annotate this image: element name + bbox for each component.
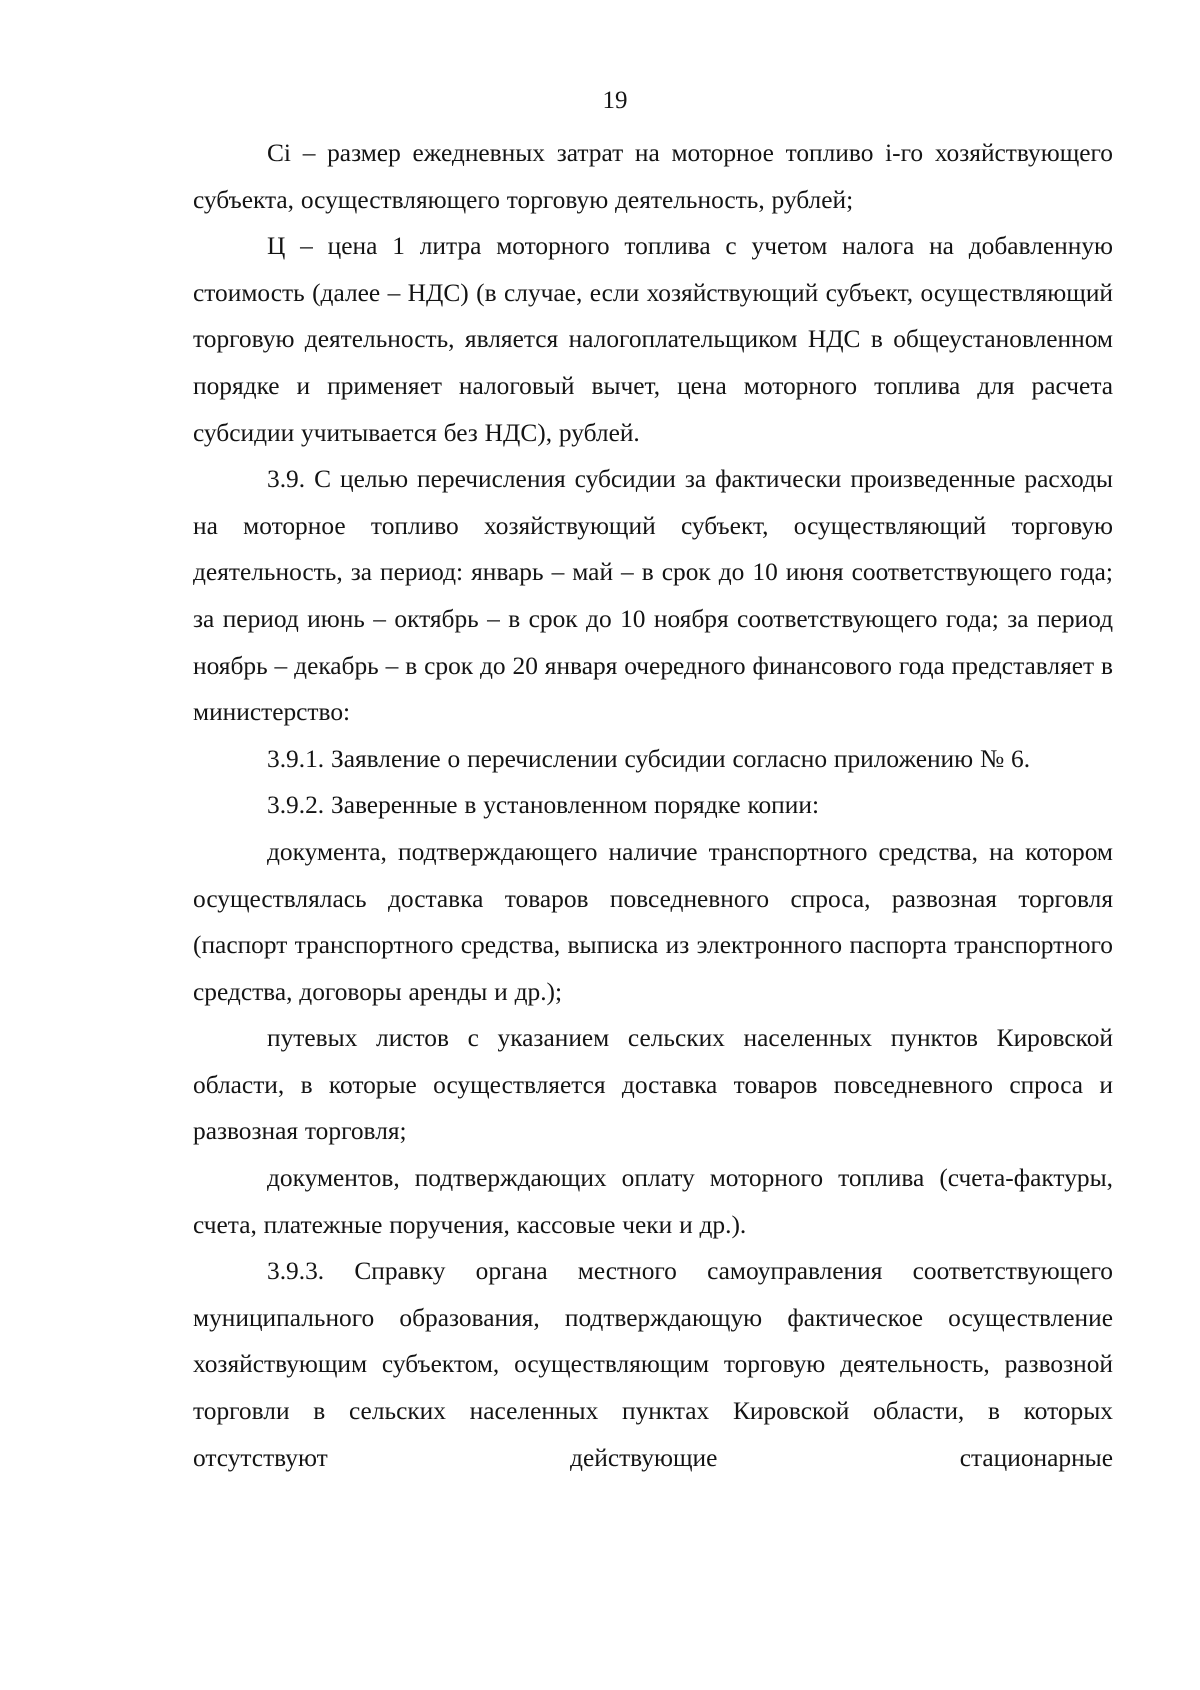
paragraph-vehicle-documents: документа, подтверждающего наличие транспортного средства, на котором осуществлялась доставка товаров повседневного спроса, развозная торговля (паспорт транспортного средства, выписка из электронного паспорта транспортного средства, договоры аренды и др.); xyxy=(193,837,1113,1006)
document-body xyxy=(193,130,1113,1481)
paragraph-fuel-payment: документов, подтверждающих оплату моторного топлива (счета-фактуры, счета, платежные поручения, кассовые чеки и др.). xyxy=(193,1164,1113,1239)
paragraph-3-9-3: 3.9.3. Справку органа местного самоуправления соответствующего муниципального образования, подтверждающую фактическое осуществление хозяйствующим субъектом, осуществляющим торговую деятельность, развозной торговли в сельских населенных пунктах Кировской области, в которых отсутствуют действующие стационарные xyxy=(193,1257,1113,1472)
paragraph-3-9-1: 3.9.1. Заявление о перечислении субсидии согласно приложению № 6. xyxy=(267,744,1031,773)
page-number: 19 xyxy=(602,87,628,114)
paragraph-ci-definition: Ci – размер ежедневных затрат на моторное топливо i-го хозяйствующего субъекта, осуществляющего торговую деятельность, рублей; xyxy=(193,139,1113,214)
paragraph-price-definition: Ц – цена 1 литра моторного топлива с учетом налога на добавленную стоимость (далее – НДС) (в случае, если хозяйствующий субъект, осуществляющий торговую деятельность, является налогоплательщиком НДС в общеустановленном порядке и применяет налоговый вычет, цена моторного топлива для расчета субсидии учитывается без НДС), рублей. xyxy=(193,232,1113,447)
paragraph-waybills: путевых листов с указанием сельских населенных пунктов Кировской области, в которые осуществляется доставка товаров повседневного спроса и развозная торговля; xyxy=(193,1024,1113,1146)
paragraph-3-9: 3.9. С целью перечисления субсидии за фактически произведенные расходы на моторное топливо хозяйствующий субъект, осуществляющий торговую деятельность, за период: январь – май – в срок до 10 июня соответствующего года; за период июнь – октябрь – в срок до 10 ноября соответствующего года; за период ноябрь – декабрь – в срок до 20 января очередного финансового года представляет в министерство: xyxy=(193,465,1113,727)
paragraph-3-9-2: 3.9.2. Заверенные в установленном порядке копии: xyxy=(267,791,820,820)
